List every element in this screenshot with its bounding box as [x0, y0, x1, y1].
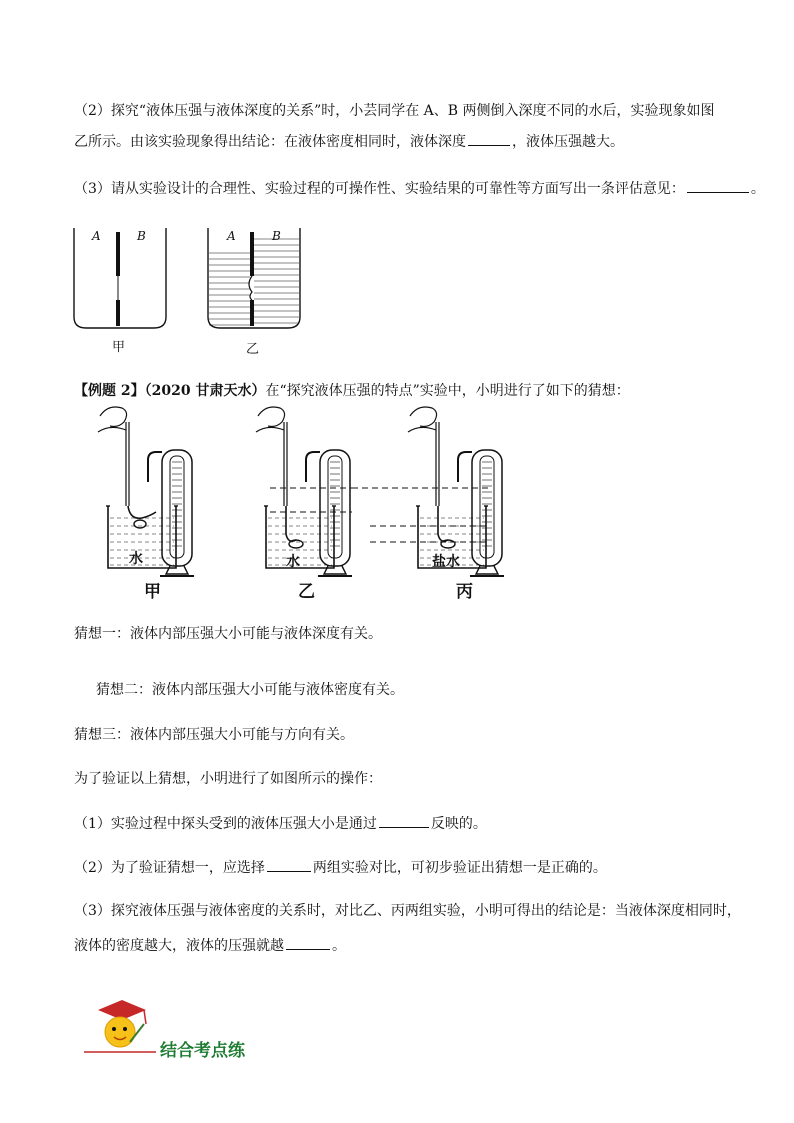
figure1-caption-jia: 甲	[112, 340, 126, 355]
figure2-caption-jia: 甲	[144, 582, 161, 602]
example-source: （2020 甘肃天水）	[144, 383, 266, 399]
guess-3: 猜想三：液体内部压强大小可能与方向有关。	[74, 727, 354, 743]
partition-container-figure	[66, 222, 306, 362]
section-title: 结合考点练	[160, 1041, 245, 1061]
answer-blank[interactable]	[267, 857, 311, 872]
label-b-right: B	[272, 229, 281, 243]
question-3-end: 。	[750, 181, 765, 197]
question-1-text-before: （1）实验过程中探头受到的液体压强大小是通过	[74, 816, 377, 832]
label-b-left: B	[137, 229, 146, 243]
guess-2: 猜想二：液体内部压强大小可能与液体密度有关。	[96, 682, 404, 698]
question-3-line-1: （3）探究液体压强与液体密度的关系时，对比乙、丙两组实验，小明可得出的结论是：当液体深度相同时，	[74, 903, 741, 919]
example-tag: 【例题 2】	[74, 383, 145, 399]
question-3-text-before: 液体的密度越大，液体的压强就越	[74, 938, 284, 954]
liquid-label-water-2: 水	[286, 554, 300, 570]
label-a-right: A	[227, 229, 236, 243]
answer-blank[interactable]	[379, 813, 429, 828]
liquid-label-water-1: 水	[129, 551, 143, 567]
question-1-text-after: 反映的。	[430, 816, 487, 832]
example-2-heading	[74, 381, 630, 401]
example-text: 在“探究液体压强的特点”实验中，小明进行了如下的猜想：	[265, 383, 630, 399]
question-2-text-before: （2）为了验证猜想一，应选择	[74, 860, 265, 876]
question-3-line-2	[74, 935, 346, 956]
question-3-text-after: 。	[332, 938, 346, 954]
figure2-caption-yi: 乙	[298, 582, 315, 602]
figure2-caption-bing: 丙	[456, 582, 473, 602]
answer-blank[interactable]	[468, 131, 510, 146]
question-2	[74, 857, 607, 878]
question-2-text-after: ，液体压强越大。	[512, 134, 624, 150]
figure1-caption-yi: 乙	[246, 342, 260, 357]
guess-1: 猜想一：液体内部压强大小可能与液体深度有关。	[74, 626, 382, 642]
question-3-evaluation	[74, 178, 765, 199]
answer-blank[interactable]	[687, 178, 749, 193]
label-a-left: A	[92, 229, 101, 243]
graduate-mascot-icon	[84, 994, 156, 1056]
question-2-line-1: （2）探究“液体压强与液体深度的关系”时，小芸同学在 A、B 两侧倒入深度不同的水后，实验现象如图	[74, 103, 715, 119]
question-3-text: （3）请从实验设计的合理性、实验过程的可操作性、实验结果的可靠性等方面写出一条评估意见：	[74, 181, 685, 197]
question-1	[74, 813, 487, 834]
liquid-label-salt-water: 盐水	[432, 554, 460, 570]
answer-blank[interactable]	[286, 935, 330, 950]
question-2-text-after: 两组实验对比，可初步验证出猜想一是正确的。	[312, 860, 607, 876]
operation-intro: 为了验证以上猜想，小明进行了如图所示的操作：	[74, 771, 382, 787]
question-2-text-before: 乙所示。由该实验现象得出结论：在液体密度相同时，液体深度	[74, 134, 466, 150]
question-2-line-2	[74, 131, 624, 152]
